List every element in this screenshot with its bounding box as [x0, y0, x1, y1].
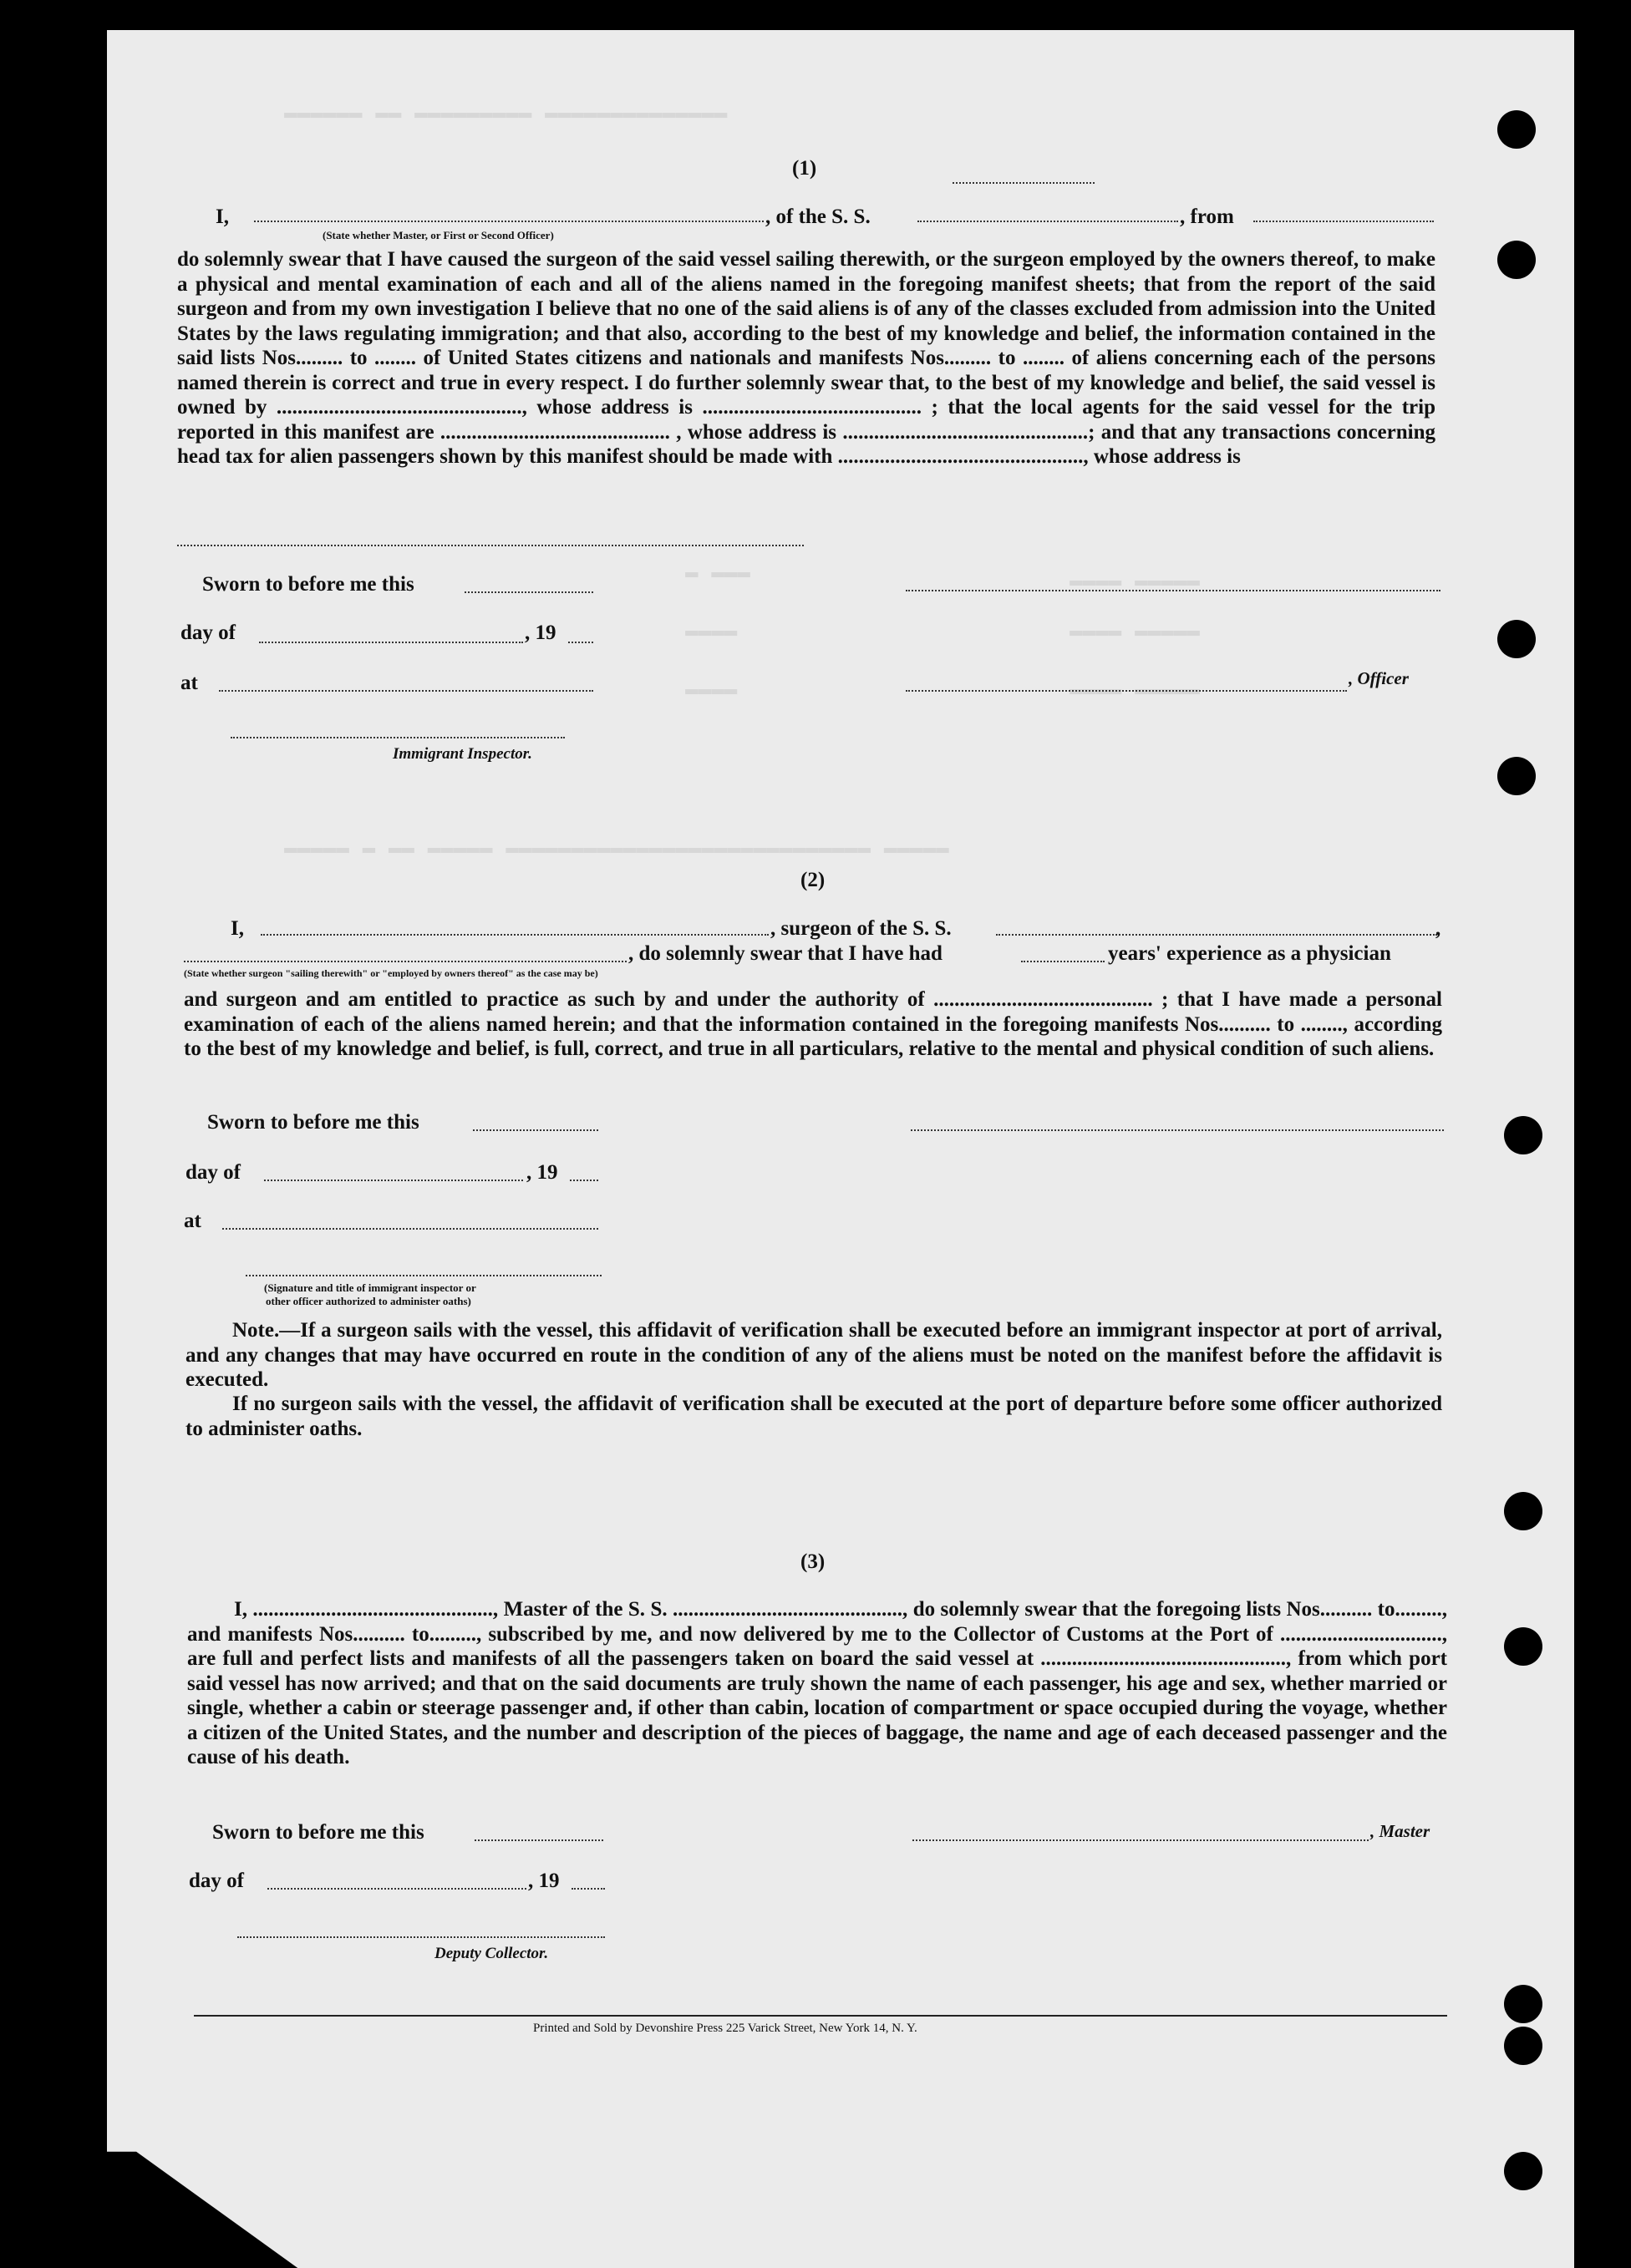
- sec3-master-signature[interactable]: [912, 1839, 1369, 1841]
- sec2-years-field[interactable]: [1021, 961, 1105, 962]
- sec2-day-field[interactable]: [264, 1180, 523, 1181]
- sec1-sworn-label: Sworn to before me this: [202, 573, 414, 596]
- sec1-from-field[interactable]: [1253, 221, 1434, 222]
- sec1-year-label: , 19: [525, 622, 556, 644]
- sec3-day-label: day of: [189, 1870, 244, 1892]
- sec2-surgeon-label: , surgeon of the S. S.: [770, 917, 952, 940]
- sec1-officer-title-field[interactable]: [906, 690, 1347, 692]
- sec2-swear-label: , do solemnly swear that I have had: [628, 942, 943, 965]
- sec2-day-label: day of: [185, 1161, 241, 1184]
- sec2-inspector-signature[interactable]: [246, 1275, 602, 1276]
- sec2-year-field[interactable]: [570, 1180, 598, 1181]
- sec3-day-field[interactable]: [267, 1888, 526, 1890]
- sec2-sworn-field[interactable]: [473, 1129, 598, 1131]
- sec2-note-2: If no surgeon sails with the vessel, the affidavit of verification shall be executed at the port of departure before some officer authorized to administer oaths.: [185, 1393, 1442, 1440]
- sec3-deputy-label: Deputy Collector.: [434, 1945, 549, 1962]
- sec2-years-label: years' experience as a physician: [1108, 942, 1391, 965]
- sec3-sworn-label: Sworn to before me this: [212, 1821, 424, 1844]
- sec2-i-label: I,: [231, 917, 244, 940]
- sec2-year-label: , 19: [526, 1161, 558, 1184]
- punch-hole: [1497, 620, 1536, 658]
- section-2-number: (2): [800, 869, 826, 891]
- sec2-state-note: (State whether surgeon "sailing therewith" or "employed by owners thereof" as the case may be): [184, 967, 598, 979]
- sec2-at-label: at: [184, 1210, 201, 1232]
- sec2-sworn-label: Sworn to before me this: [207, 1111, 419, 1134]
- sec1-of-ss-label: , of the S. S.: [765, 205, 871, 228]
- sec2-body: and surgeon and am entitled to practice as such by and under the authority of .......................................... ; that I have made a personal examination of each of the aliens named herein; and that the information contained in the foregoing manifests Nos.......... to ........, according to the best of my knowledge and belief, is full, correct, and true in all particulars, relative to the mental and physical condition of such aliens.: [184, 988, 1442, 1060]
- section-1-number: (1): [792, 157, 817, 180]
- sec1-year-field[interactable]: [568, 642, 593, 643]
- sec1-inspector-signature[interactable]: [231, 737, 565, 738]
- sec1-inspector-label: Immigrant Inspector.: [393, 745, 532, 763]
- punch-hole: [1497, 110, 1536, 149]
- sec2-surgeon-signature[interactable]: [911, 1129, 1444, 1131]
- sec1-vessel-field[interactable]: [917, 221, 1178, 222]
- sec1-officer-label: , Officer: [1349, 668, 1409, 688]
- punch-hole: [1504, 2152, 1542, 2190]
- punch-hole: [1504, 1627, 1542, 1666]
- sec2-at-field[interactable]: [222, 1228, 598, 1230]
- sec2-sig-note-1: (Signature and title of immigrant inspector or: [264, 1281, 476, 1294]
- sec2-vessel-field[interactable]: [996, 934, 1437, 936]
- sec3-master-label: , Master: [1370, 1821, 1430, 1841]
- sec1-from-label: , from: [1180, 205, 1234, 228]
- printer-imprint: Printed and Sold by Devonshire Press 225 Varick Street, New York 14, N. Y.: [533, 2022, 917, 2035]
- section-3-number: (3): [800, 1550, 826, 1573]
- sec1-body: do solemnly swear that I have caused the surgeon of the said vessel sailing therewith, or the surgeon employed by the owners thereof, to make a physical and mental examination of each and all of the aliens named in the foregoing manifest sheets; that from the report of the said surgeon and from my own investigation I believe that no one of the said aliens is of any of the classes excluded from admission into the United States by the laws regulating immigration; and that also, according to the best of my knowledge and belief, the information contained in the said lists Nos......... to ........ of United States citizens and nationals and manifests Nos......... to ........ of aliens concerning each of the persons named therein is correct and true in every respect. I do further solemnly swear that, to the best of my knowledge and belief, the said vessel is owned by ..............................................., whose address is .......................................... ; that the local agents for the said vessel for the trip reported in this manifest are ............................................ , whose address is ...............................................; and that any transactions concerning head tax for alien passengers shown by this manifest should be made with ..............................................., whose address is: [177, 248, 1435, 468]
- sec1-day-label: day of: [180, 622, 236, 644]
- sec2-sig-note-2: other officer authorized to administer oaths): [266, 1295, 471, 1307]
- punch-hole: [1497, 241, 1536, 279]
- sec1-i-label: I,: [216, 205, 229, 228]
- sec1-state-note: (State whether Master, or First or Second Officer): [323, 229, 554, 241]
- sec3-sworn-field[interactable]: [475, 1839, 603, 1841]
- footer-rule: [194, 2015, 1447, 2017]
- sec1-officer-field[interactable]: [254, 221, 764, 222]
- sec3-year-field[interactable]: [572, 1888, 605, 1890]
- sec1-sworn-field[interactable]: [465, 591, 593, 593]
- sec1-at-field[interactable]: [219, 690, 593, 692]
- sec1-day-field[interactable]: [259, 642, 523, 643]
- sec1-officer-signature[interactable]: [906, 590, 1440, 591]
- punch-hole: [1504, 1116, 1542, 1154]
- punch-hole: [1504, 1985, 1542, 2023]
- punch-hole: [1504, 1492, 1542, 1530]
- sec2-surgeon-field[interactable]: [261, 934, 769, 936]
- sec2-note-1: Note.—If a surgeon sails with the vessel, this affidavit of verification shall be executed before an immigrant inspector at port of arrival, and any changes that may have occurred en route in the condition of any of the aliens must be noted on the manifest before the affidavit is executed.: [185, 1319, 1442, 1391]
- punch-hole: [1504, 2027, 1542, 2065]
- sec3-deputy-signature[interactable]: [237, 1936, 605, 1938]
- sec3-body: I, .............................................., Master of the S. S. ............................................, do solemnly swear that the foregoing lists Nos.......... to........., and manifests Nos.......... to........., subscribed by me, and now delivered by me to the Collector of Customs at the Port of ..............................., are full and perfect lists and manifests of all the passengers taken on board the said vessel at ..............................................., from which port said vessel has now arrived; and that on the said documents are truly shown the name of each passenger, his age and sex, whether married or single, whether a cabin or steerage passenger and, if other than cabin, location of compartment or space occupied during the voyage, whether a citizen of the United States, and the number and description of the pieces of baggage, the name and age of each deceased passenger and the cause of his death.: [187, 1598, 1447, 1768]
- sec2-status-field[interactable]: [184, 961, 627, 962]
- sec3-year-label: , 19: [528, 1870, 560, 1892]
- punch-hole: [1497, 757, 1536, 795]
- sec1-at-label: at: [180, 672, 198, 694]
